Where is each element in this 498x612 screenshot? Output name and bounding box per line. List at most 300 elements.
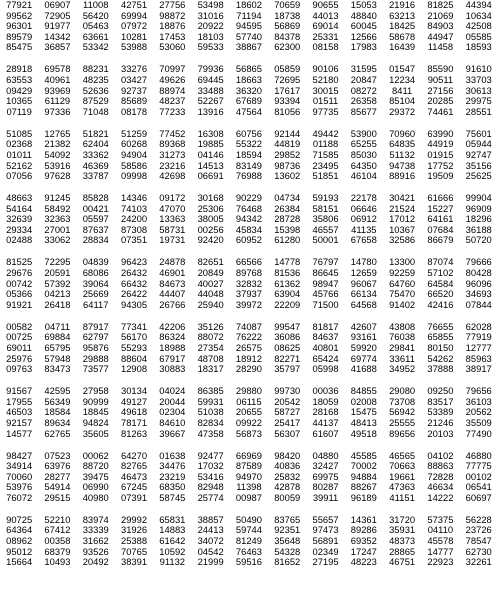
number-cell: 26358 [350, 95, 377, 107]
number-cell: 18602 [235, 0, 262, 10]
number-cell: 53416 [197, 470, 224, 482]
number-cell: 04542 [197, 545, 224, 557]
number-cell: 53900 [350, 127, 377, 139]
number-cell: 47358 [197, 427, 224, 439]
number-cell: 04146 [197, 148, 224, 160]
number-cell: 42878 [274, 481, 301, 493]
number-cell: 04102 [427, 449, 454, 461]
number-cell: 72295 [44, 256, 71, 268]
number-block [0, 322, 498, 375]
number-cell: 94305 [121, 298, 148, 310]
number-cell: 58727 [274, 406, 301, 418]
number-cell: 89368 [159, 138, 186, 150]
number-cell: 21069 [427, 9, 454, 21]
number-cell: 18845 [82, 406, 109, 418]
number-cell: 56865 [235, 63, 262, 75]
number-row [0, 300, 498, 311]
number-cell: 09429 [6, 84, 33, 96]
number-cell: 94738 [389, 159, 416, 171]
number-cell: 39064 [82, 277, 109, 289]
number-cell: 40027 [197, 277, 224, 289]
number-cell: 46565 [389, 449, 416, 461]
number-cell: 92420 [197, 234, 224, 246]
number-cell: 33611 [389, 352, 415, 364]
number-cell: 49518 [350, 427, 377, 439]
number-cell: 29080 [389, 385, 416, 397]
number-cell: 59931 [197, 395, 224, 407]
number-cell: 48840 [350, 9, 377, 21]
number-cell: 81056 [274, 105, 301, 117]
number-cell: 89286 [350, 524, 377, 536]
number-cell: 77452 [159, 127, 186, 139]
number-cell: 25306 [197, 202, 224, 214]
number-cell: 65255 [350, 138, 377, 150]
number-cell: 20922 [197, 20, 224, 32]
number-cell: 99547 [274, 320, 301, 332]
number-cell: 58678 [389, 30, 416, 42]
number-cell: 80428 [465, 267, 492, 279]
number-cell: 00582 [6, 320, 33, 332]
number-cell: 42595 [44, 385, 71, 397]
number-cell: 94342 [235, 213, 262, 225]
number-cell: 13300 [389, 256, 416, 268]
number-cell: 34476 [159, 460, 186, 472]
number-row [0, 418, 498, 429]
number-cell: 20591 [44, 267, 71, 279]
number-cell: 34914 [6, 460, 33, 472]
number-cell: 05597 [82, 213, 109, 225]
number-cell: 15053 [350, 0, 377, 10]
number-row [0, 42, 498, 53]
number-cell: 46104 [350, 170, 377, 182]
number-cell: 44013 [312, 9, 339, 21]
number-cell: 85475 [6, 41, 33, 53]
number-cell: 47070 [159, 202, 186, 214]
number-cell: 38867 [235, 41, 262, 53]
number-cell: 92144 [274, 127, 301, 139]
number-cell: 81652 [274, 556, 301, 568]
number-cell: 41151 [389, 491, 415, 503]
number-cell: 64760 [389, 277, 416, 289]
number-cell: 29515 [44, 491, 71, 503]
number-cell: 05585 [465, 30, 492, 42]
number-cell: 14222 [427, 491, 454, 503]
number-cell: 18876 [159, 20, 186, 32]
number-cell: 89656 [389, 427, 416, 439]
number-cell: 85689 [121, 95, 148, 107]
number-cell: 42698 [159, 170, 186, 182]
number-row [0, 0, 498, 11]
number-cell: 87917 [82, 320, 109, 332]
number-cell: 18103 [197, 30, 224, 42]
number-cell: 56228 [465, 513, 492, 525]
number-cell: 64270 [121, 449, 148, 461]
number-cell: 39475 [82, 470, 109, 482]
number-cell: 33276 [121, 63, 148, 75]
number-cell: 17617 [274, 84, 301, 96]
number-cell: 60697 [465, 491, 492, 503]
number-cell: 66566 [235, 256, 262, 268]
number-cell: 49442 [312, 127, 339, 139]
number-cell: 19885 [197, 138, 224, 150]
number-cell: 79936 [197, 63, 224, 75]
number-cell: 62797 [82, 331, 109, 343]
number-cell: 88231 [82, 63, 109, 75]
number-cell: 20542 [274, 395, 301, 407]
number-cell: 91610 [465, 63, 492, 75]
number-cell: 55293 [121, 341, 148, 353]
number-cell: 27354 [197, 341, 224, 353]
number-row [0, 107, 498, 118]
number-cell: 84903 [427, 20, 454, 32]
number-cell: 18296 [465, 213, 492, 225]
number-cell: 10365 [6, 95, 33, 107]
number-cell: 32427 [312, 460, 339, 472]
number-cell: 12659 [350, 267, 377, 279]
number-cell: 79666 [465, 256, 492, 268]
number-cell: 63553 [6, 73, 33, 85]
number-cell: 18425 [389, 20, 416, 32]
number-cell: 83149 [235, 159, 262, 171]
number-cell: 26384 [274, 202, 301, 214]
number-cell: 01638 [159, 449, 186, 461]
number-cell: 64350 [350, 159, 377, 171]
number-cell: 76655 [427, 320, 454, 332]
number-cell: 14346 [121, 192, 148, 204]
number-cell: 45834 [235, 223, 262, 235]
number-cell: 44919 [427, 138, 454, 150]
number-cell: 29676 [6, 267, 33, 279]
number-cell: 15664 [6, 556, 33, 568]
number-cell: 53498 [197, 0, 224, 10]
number-cell: 35156 [465, 159, 492, 171]
number-cell: 85828 [82, 192, 109, 204]
number-cell: 06907 [44, 0, 71, 10]
number-cell: 80059 [274, 491, 301, 503]
number-cell: 30421 [389, 192, 416, 204]
number-cell: 69884 [44, 331, 71, 343]
number-cell: 73577 [82, 363, 109, 375]
number-cell: 46503 [6, 406, 33, 418]
number-cell: 07119 [6, 105, 32, 117]
number-cell: 49618 [121, 406, 148, 418]
number-cell: 24413 [197, 524, 224, 536]
number-cell: 05944 [465, 138, 492, 150]
number-cell: 77919 [465, 331, 492, 343]
number-cell: 20285 [427, 95, 454, 107]
number-cell: 61642 [159, 535, 186, 547]
number-cell: 43808 [389, 320, 416, 332]
number-cell: 96189 [350, 491, 377, 503]
number-cell: 28551 [465, 105, 492, 117]
number-cell: 92747 [465, 148, 492, 160]
number-cell: 71500 [312, 298, 339, 310]
number-cell: 90106 [312, 63, 339, 75]
number-cell: 30168 [197, 192, 224, 204]
number-cell: 48413 [350, 416, 377, 428]
number-cell: 67658 [350, 234, 377, 246]
number-cell: 12234 [389, 73, 416, 85]
number-cell: 00742 [6, 277, 33, 289]
number-cell: 30613 [465, 84, 492, 96]
number-cell: 89579 [6, 30, 33, 42]
number-cell: 61666 [427, 192, 454, 204]
number-cell: 19509 [427, 170, 454, 182]
number-cell: 93161 [350, 331, 377, 343]
number-cell: 54164 [6, 202, 33, 214]
number-cell: 90229 [235, 192, 262, 204]
number-cell: 40980 [82, 491, 109, 503]
number-cell: 79656 [465, 385, 492, 397]
number-cell: 71048 [82, 105, 109, 117]
number-cell: 62765 [44, 427, 71, 439]
number-cell: 07972 [121, 20, 148, 32]
number-cell: 18738 [274, 9, 301, 21]
number-cell: 96909 [465, 202, 492, 214]
number-cell: 69014 [312, 20, 339, 32]
number-cell: 31595 [350, 63, 377, 75]
number-cell: 35509 [465, 416, 492, 428]
number-cell: 46473 [121, 470, 148, 482]
number-cell: 46901 [159, 267, 186, 279]
number-cell: 70765 [121, 545, 148, 557]
number-cell: 70997 [159, 63, 186, 75]
number-cell: 15475 [350, 406, 377, 418]
number-cell: 54092 [44, 148, 71, 160]
number-cell: 21999 [197, 556, 224, 568]
number-cell: 02304 [159, 406, 186, 418]
number-cell: 14513 [197, 159, 224, 171]
number-block [0, 451, 498, 504]
number-cell: 78171 [121, 416, 148, 428]
number-row [0, 364, 498, 375]
number-cell: 20103 [427, 427, 454, 439]
number-cell: 25669 [82, 288, 109, 300]
number-cell: 27756 [159, 0, 186, 10]
number-cell: 89634 [44, 416, 71, 428]
number-cell: 46557 [312, 223, 339, 235]
number-cell: 51038 [197, 406, 224, 418]
number-cell: 06990 [82, 481, 109, 493]
number-cell: 26766 [159, 298, 186, 310]
number-cell: 64117 [83, 298, 109, 310]
number-cell: 87074 [427, 256, 454, 268]
number-cell: 75470 [389, 288, 416, 300]
number-cell: 29888 [82, 352, 109, 364]
number-cell: 12566 [350, 30, 377, 42]
number-cell: 56170 [121, 331, 148, 343]
number-cell: 06115 [236, 395, 262, 407]
number-cell: 92259 [389, 267, 416, 279]
number-cell: 92477 [197, 449, 224, 461]
number-cell: 58492 [44, 202, 71, 214]
number-cell: 00062 [82, 449, 109, 461]
number-cell: 18059 [312, 395, 339, 407]
number-cell: 66134 [350, 288, 377, 300]
number-cell: 14883 [159, 524, 186, 536]
number-cell: 20849 [197, 267, 224, 279]
number-cell: 46880 [465, 449, 492, 461]
number-cell: 91402 [389, 298, 416, 310]
number-cell: 30134 [121, 385, 148, 397]
number-cell: 82765 [121, 460, 148, 472]
number-cell: 59516 [235, 556, 262, 568]
number-cell: 28834 [82, 234, 109, 246]
number-cell: 69975 [312, 470, 339, 482]
number-cell: 35126 [197, 320, 224, 332]
number-cell: 68086 [82, 267, 109, 279]
number-cell: 95876 [82, 341, 109, 353]
number-cell: 92737 [121, 84, 148, 96]
number-cell: 38857 [197, 513, 224, 525]
number-cell: 10592 [159, 545, 186, 557]
number-cell: 99562 [6, 9, 33, 21]
number-cell: 36103 [465, 395, 492, 407]
number-cell: 55657 [312, 513, 339, 525]
number-cell: 57102 [427, 267, 454, 279]
number-cell: 10367 [389, 223, 416, 235]
number-cell: 58745 [159, 491, 186, 503]
number-cell: 69445 [197, 73, 224, 85]
number-cell: 68350 [159, 481, 186, 493]
number-cell: 48237 [159, 95, 186, 107]
number-cell: 35648 [274, 535, 301, 547]
number-cell: 86324 [159, 331, 186, 343]
number-cell: 76988 [235, 170, 262, 182]
number-cell: 58731 [159, 223, 186, 235]
number-cell: 72905 [44, 9, 71, 21]
number-cell: 18988 [159, 341, 186, 353]
number-cell: 71194 [236, 9, 262, 21]
number-cell: 84610 [159, 416, 186, 428]
number-cell: 38917 [465, 363, 492, 375]
number-cell: 09172 [159, 192, 186, 204]
number-cell: 61607 [312, 427, 339, 439]
number-cell: 66969 [235, 449, 262, 461]
number-cell: 81249 [235, 535, 262, 547]
number-cell: 27001 [44, 223, 71, 235]
number-cell: 8411 [392, 84, 413, 96]
number-block [0, 0, 498, 53]
number-cell: 78547 [465, 535, 492, 547]
number-cell: 38391 [121, 556, 148, 568]
number-cell: 25388 [121, 535, 148, 547]
number-cell: 01188 [312, 138, 339, 150]
number-cell: 09763 [6, 363, 33, 375]
number-cell: 29880 [235, 385, 262, 397]
number-cell: 86385 [197, 385, 224, 397]
number-cell: 64568 [350, 298, 377, 310]
number-row [0, 75, 498, 86]
number-cell: 10281 [121, 30, 148, 42]
number-cell: 14577 [6, 427, 33, 439]
number-cell: 51085 [6, 127, 33, 139]
number-cell: 76463 [235, 545, 262, 557]
number-cell: 33488 [197, 84, 224, 96]
number-cell: 34952 [389, 363, 416, 375]
number-cell: 64161 [427, 213, 454, 225]
number-cell: 80150 [427, 341, 454, 353]
number-cell: 64835 [389, 138, 416, 150]
number-cell: 52180 [312, 73, 339, 85]
number-cell: 31926 [121, 524, 148, 536]
number-cell: 20562 [465, 406, 492, 418]
number-cell: 32586 [389, 234, 416, 246]
number-cell: 77921 [6, 0, 33, 10]
number-cell: 65424 [312, 352, 339, 364]
number-cell: 45766 [312, 288, 339, 300]
number-cell: 18912 [235, 352, 262, 364]
number-cell: 08158 [312, 41, 339, 53]
number-cell: 10493 [44, 556, 71, 568]
number-cell: 60756 [235, 127, 262, 139]
number-cell: 28168 [312, 406, 339, 418]
number-cell: 87589 [235, 460, 262, 472]
number-cell: 32363 [44, 213, 71, 225]
number-cell: 54262 [427, 352, 454, 364]
number-row [0, 493, 498, 504]
number-cell: 08272 [350, 84, 377, 96]
number-cell: 00358 [44, 535, 71, 547]
number-cell: 22209 [274, 298, 301, 310]
number-cell: 39667 [159, 427, 186, 439]
number-cell: 83517 [427, 395, 454, 407]
number-cell: 65795 [44, 341, 71, 353]
number-cell: 53976 [6, 481, 33, 493]
number-cell: 28277 [44, 470, 71, 482]
number-cell: 06541 [465, 481, 492, 493]
number-cell: 48235 [82, 73, 109, 85]
number-cell: 23216 [159, 159, 186, 171]
number-cell: 74103 [121, 202, 148, 214]
number-cell: 99904 [465, 192, 492, 204]
number-cell: 01547 [389, 63, 416, 75]
number-cell: 32832 [235, 277, 262, 289]
number-cell: 41688 [350, 363, 377, 375]
number-cell: 96096 [465, 277, 492, 289]
number-cell: 37937 [235, 288, 262, 300]
number-cell: 23219 [159, 470, 186, 482]
number-cell: 06646 [350, 202, 377, 214]
number-cell: 26575 [235, 341, 262, 353]
number-cell: 39972 [235, 298, 262, 310]
number-cell: 33339 [82, 524, 109, 536]
number-cell: 98872 [159, 9, 186, 21]
number-cell: 54914 [44, 481, 71, 493]
number-cell: 29841 [389, 341, 416, 353]
number-cell: 29372 [389, 105, 416, 117]
number-cell: 67245 [121, 481, 148, 493]
number-cell: 44819 [274, 138, 301, 150]
number-cell: 61280 [274, 234, 301, 246]
number-cell: 04711 [44, 320, 71, 332]
number-cell: 13916 [197, 105, 224, 117]
number-cell: 01511 [312, 95, 339, 107]
number-cell: 98947 [312, 277, 339, 289]
number-cell: 65855 [427, 331, 454, 343]
number-cell: 94904 [121, 148, 148, 160]
number-cell: 33062 [44, 234, 71, 246]
number-cell: 90999 [82, 395, 109, 407]
number-cell: 61362 [274, 277, 301, 289]
number-cell: 14777 [427, 545, 454, 557]
number-cell: 52162 [6, 159, 33, 171]
number-cell: 35931 [389, 524, 416, 536]
number-cell: 48708 [197, 352, 224, 364]
number-cell: 30883 [159, 363, 186, 375]
number-cell: 91567 [6, 385, 33, 397]
number-cell: 83974 [82, 513, 109, 525]
